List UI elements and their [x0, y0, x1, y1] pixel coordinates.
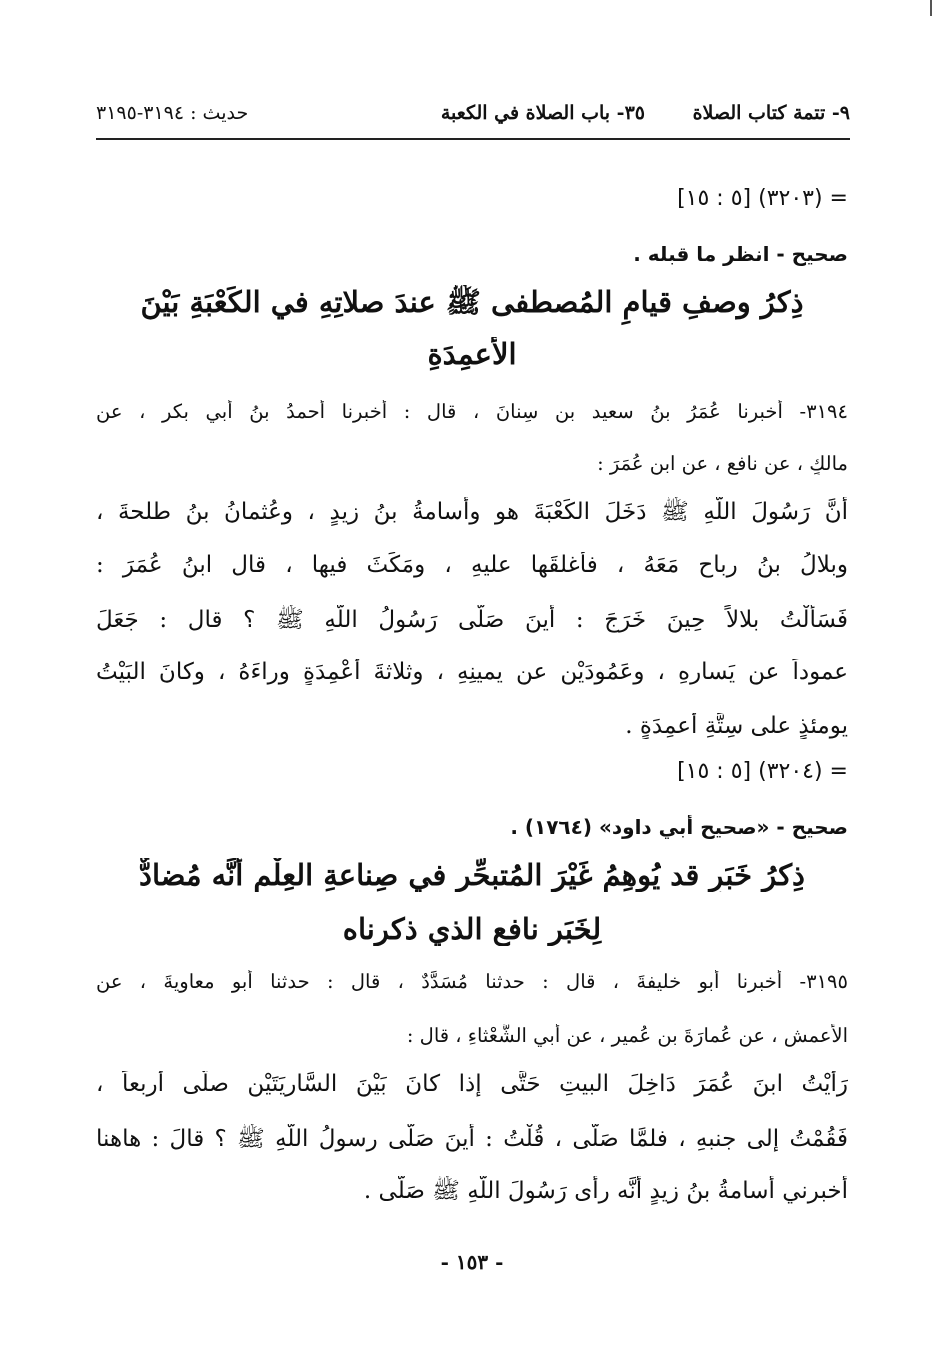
hadith-text-line: عموداً عن يَسارِهِ ، وعَمُودَيْنِ عن يمينِهِ ، وثلاثةَ أَعْمِدَةٍ وراءَهُ ، وكانَ البَيْتُ: [96, 659, 848, 685]
hadith-text-line: أنَّ رَسُولَ اللَّهِ ﷺ دَخَلَ الكَعْبَةَ هو وأُسامةُ بنُ زيدٍ ، وعُثمانُ بنُ طلحةَ ،: [96, 499, 848, 525]
hadith-text-line: فَقُمْتُ إلى جنبهِ ، فلمَّا صَلَّى ، قُلْتُ : أينَ صَلَّى رسولُ اللَّهِ ﷺ ؟ قالَ : هاهنا: [96, 1126, 848, 1152]
hadith-text-line: يومئذٍ على سِتَّةِ أعمِدَةٍ .: [625, 713, 848, 739]
hadith-text-line: وبلالُ بنُ رباحٍ مَعَهُ ، فأغلقَها عليهِ ، ومَكَثَ فيها ، قال ابنُ عُمَرَ :: [96, 552, 848, 578]
grading-note: صحيح - انظر ما قبله .: [633, 242, 848, 266]
section-title-line: الأعمِدَةِ: [427, 337, 517, 371]
hadith-text-line: رَأَيْتُ ابنَ عُمَرَ دَاخِلَ البيتِ حَتَّى إذا كانَ بَيْنَ السَّارِيَتَيْنِ صلَّى أربعاً ،: [96, 1071, 848, 1097]
section-title-line: لِخَبَرِ نافعٍ الذي ذكرناه: [342, 912, 602, 946]
section-title-line: ذِكرُ وصفِ قيامِ المُصطفى ﷺ عندَ صلاتِهِ في الكَعْبَةِ بَيْنَ: [140, 285, 804, 319]
page-number: - ١٥٣ -: [440, 1250, 504, 1274]
hadith-text-line: فَسَأَلْتُ بلالاً حِينَ خَرَجَ : أينَ صَلَّى رَسُولُ اللَّهِ ﷺ ؟ قال : جَعَلَ: [96, 607, 848, 633]
hadith-isnad-line: ٣١٩٥- أخبرنا أبو خليفةَ ، قال : حدثنا مُسَدَّدٌ ، قال : حدثنا أبو معاويةَ ، عن: [96, 970, 848, 993]
hadith-isnad-line: ٣١٩٤- أخبرنا عُمَرُ بنُ سعيد بن سِنانَ ، قال : أخبرنا أحمدُ بنُ أبي بكرٍ ، عن: [96, 400, 848, 423]
header-book-title: ٩- تتمة كتاب الصلاة: [692, 102, 850, 124]
section-title-line: ذِكرُ خَبَرٍ قد يُوهِمُ غَيْرَ المُتبحِّرِ في صِناعةِ العِلْمِ أنَّه مُضادٌّ: [139, 858, 805, 892]
cross-reference: = (٣٢٠٣) [٥ : ١٥]: [677, 186, 848, 211]
hadith-isnad-line: الأعمش ، عن عُمارَةَ بن عُمير ، عن أبي الشَّعْثاءِ ، قال :: [406, 1024, 848, 1047]
hadith-isnad-line: مالكٍ ، عن نافعٍ ، عن ابنِ عُمَرَ :: [597, 452, 848, 475]
header-chapter-title: ٣٥- باب الصلاة في الكعبة: [440, 102, 645, 124]
header-hadith-range: حديث : ٣١٩٤-٣١٩٥: [96, 102, 249, 124]
page-edge-mark: [930, 0, 932, 16]
grading-note: صحيح - «صحيح أبي داود» (١٧٦٤) .: [510, 815, 848, 839]
running-header: [96, 96, 850, 136]
cross-reference: = (٣٢٠٤) [٥ : ١٥]: [677, 759, 848, 784]
header-divider: [96, 138, 850, 140]
hadith-text-line: أخبرني أُسامةُ بنُ زيدٍ أنَّه رأى رَسُولَ اللَّهِ ﷺ صَلَّى .: [363, 1178, 848, 1204]
